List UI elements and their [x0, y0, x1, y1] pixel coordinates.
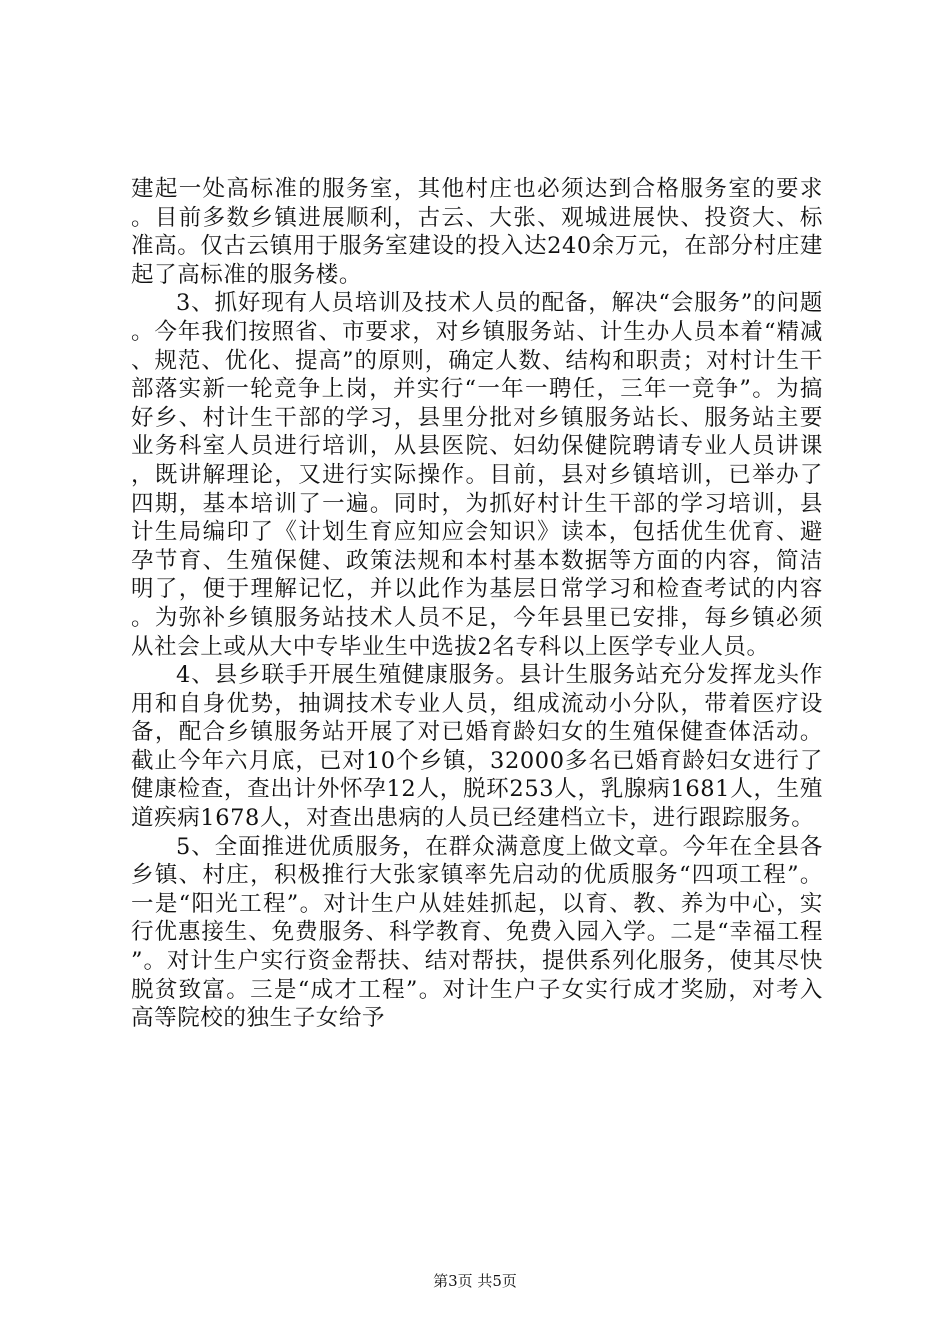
- paragraph-4: 5、全面推进优质服务，在群众满意度上做文章。今年在全县各乡镇、村庄，积极推行大张家镇率先启动的优质服务“四项工程”。一是“阳光工程”。对计生户从娃娃抓起，以育、教、养为中心，实行优惠接生、免费服务、科学教育、免费入园入学。二是“幸福工程”。对计生户实行资金帮扶、结对帮扶，提供系列化服务，使其尽快脱贫致富。三是“成才工程”。对计生户子女实行成才奖励，对考入高等院校的独生子女给予: [131, 833, 823, 1032]
- paragraph-3: 4、县乡联手开展生殖健康服务。县计生服务站充分发挥龙头作用和自身优势，抽调技术专业人员，组成流动小分队，带着医疗设备，配合乡镇服务站开展了对已婚育龄妇女的生殖保健查体活动。截止今年六月底，已对10个乡镇，32000多名已婚育龄妇女进行了健康检查，查出计外怀孕12人，脱环253人，乳腺病1681人，生殖道疾病1678人，对查出患病的人员已经建档立卡，进行跟踪服务。: [131, 662, 823, 832]
- paragraph-1: 建起一处高标准的服务室，其他村庄也必须达到合格服务室的要求。目前多数乡镇进展顺利，古云、大张、观城进展快、投资大、标准高。仅古云镇用于服务室建设的投入达240余万元，在部分村庄建起了高标准的服务楼。: [131, 176, 823, 288]
- paragraph-2: 3、抓好现有人员培训及技术人员的配备，解决“会服务”的问题。今年我们按照省、市要求，对乡镇服务站、计生办人员本着“精减、规范、优化、提高”的原则，确定人数、结构和职责；对村计生干部落实新一轮竞争上岗，并实行“一年一聘任，三年一竞争”。为搞好乡、村计生干部的学习，县里分批对乡镇服务站长、服务站主要业务科室人员进行培训，从县医院、妇幼保健院聘请专业人员讲课，既讲解理论，又进行实际操作。目前，县对乡镇培训，已举办了四期，基本培训了一遍。同时，为抓好村计生干部的学习培训，县计生局编印了《计划生育应知应会知识》读本，包括优生优育、避孕节育、生殖保健、政策法规和本村基本数据等方面的内容，简洁明了，便于理解记忆，并以此作为基层日常学习和检查考试的内容。为弥补乡镇服务站技术人员不足，今年县里已安排，每乡镇必须从社会上或从大中专毕业生中选拔2名专科以上医学专业人员。: [131, 290, 823, 660]
- page-number-footer: 第3页 共5页: [433, 1272, 517, 1290]
- document-body: [131, 175, 823, 1033]
